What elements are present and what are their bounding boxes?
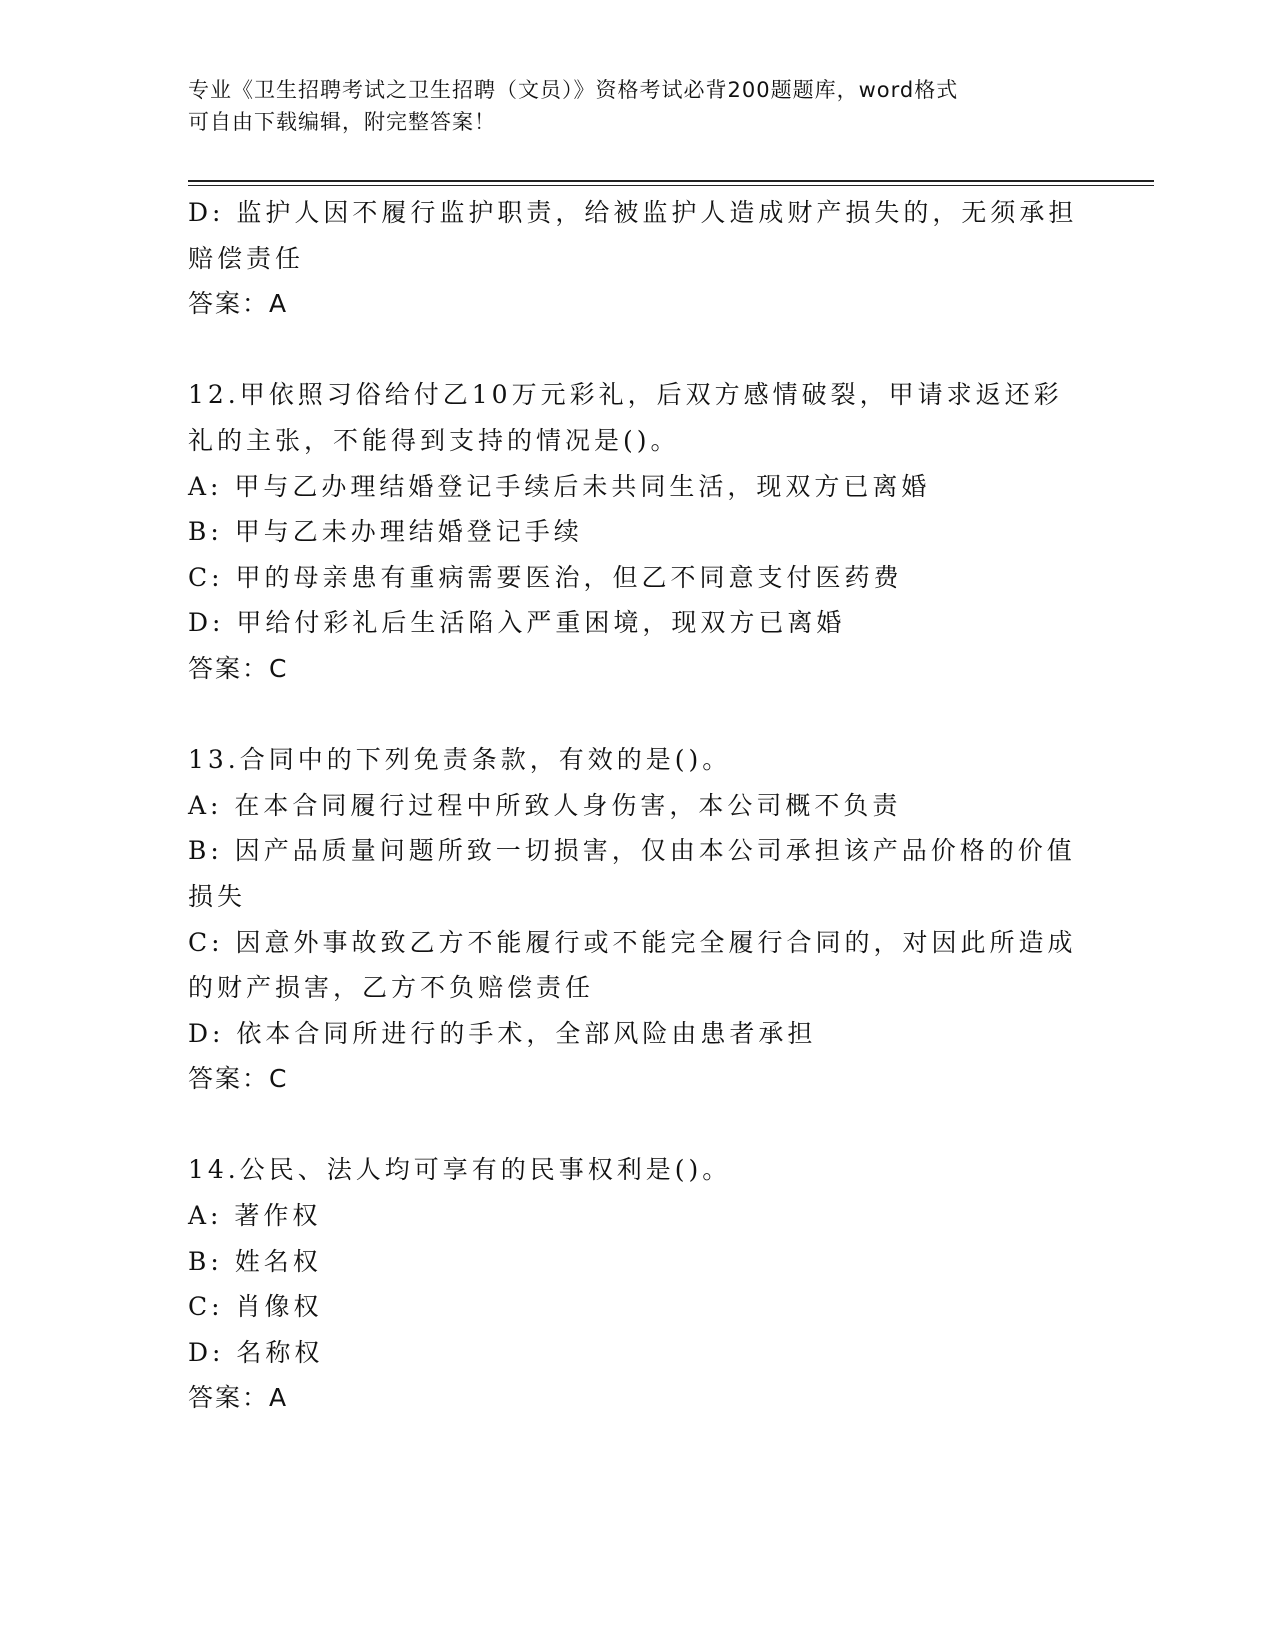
question-12 [188,372,1088,691]
header-divider-thick [188,180,1154,182]
option-b [188,509,1088,555]
document-body [188,190,1088,1421]
option-d [188,190,1088,281]
option-text: D: 名称权 [188,1337,324,1367]
answer: 答案：C [188,1064,289,1094]
option-text: D: 依本合同所进行的手术，全部风险由患者承担 [188,1018,817,1048]
option-text: D: 甲给付彩礼后生活陷入严重困境，现双方已离婚 [188,608,846,638]
option-text: A: 在本合同履行过程中所致人身伤害，本公司概不负责 [188,790,902,820]
question-13 [188,737,1088,1102]
option-b [188,1239,1088,1285]
option-text: B: 因产品质量问题所致一切损害，仅由本公司承担该产品价格的价值 [188,836,1076,866]
option-text: D: 监护人因不履行监护职责，给被监护人造成财产损失的，无须承担 [188,198,1078,227]
question-14 [188,1147,1088,1421]
option-text: 赔偿责任 [188,243,305,273]
option-d [188,1011,1088,1057]
option-a [188,1193,1088,1239]
answer: 答案：C [188,653,289,683]
option-text: 的财产损害，乙方不负赔偿责任 [188,973,595,1003]
option-c [188,1284,1088,1330]
answer: 答案：A [188,1383,289,1413]
option-text: B: 甲与乙未办理结婚登记手续 [188,517,583,547]
header-line-1: 专业《卫生招聘考试之卫生招聘（文员）》资格考试必背200题题库，word格式 [188,78,959,102]
option-a [188,783,1088,829]
option-d [188,600,1088,646]
question-stem: 礼的主张，不能得到支持的情况是()。 [188,425,680,455]
option-c [188,920,1088,1011]
option-text: C: 甲的母亲患有重病需要医治，但乙不同意支付医药费 [188,562,903,592]
option-b [188,828,1088,919]
option-text: A: 著作权 [188,1201,322,1231]
header-line-2: 可自由下载编辑，附完整答案！ [188,110,496,134]
header-divider-thin [188,185,1154,186]
question-stem: 12.甲依照习俗给付乙10万元彩礼，后双方感情破裂，甲请求返还彩 [188,380,1063,410]
answer: 答案：A [188,289,289,319]
continued-question [188,190,1088,327]
question-stem: 13.合同中的下列免责条款，有效的是()。 [188,745,732,775]
option-text: C: 肖像权 [188,1292,323,1322]
question-stem: 14.公民、法人均可享有的民事权利是()。 [188,1155,732,1185]
option-text: B: 姓名权 [188,1246,322,1276]
option-c [188,555,1088,601]
document-header [188,74,1088,138]
option-d [188,1330,1088,1376]
option-text: C: 因意外事故致乙方不能履行或不能完全履行合同的，对因此所造成 [188,927,1077,957]
option-text: 损失 [188,881,247,911]
option-a [188,464,1088,510]
option-text: A: 甲与乙办理结婚登记手续后未共同生活，现双方已离婚 [188,471,931,501]
